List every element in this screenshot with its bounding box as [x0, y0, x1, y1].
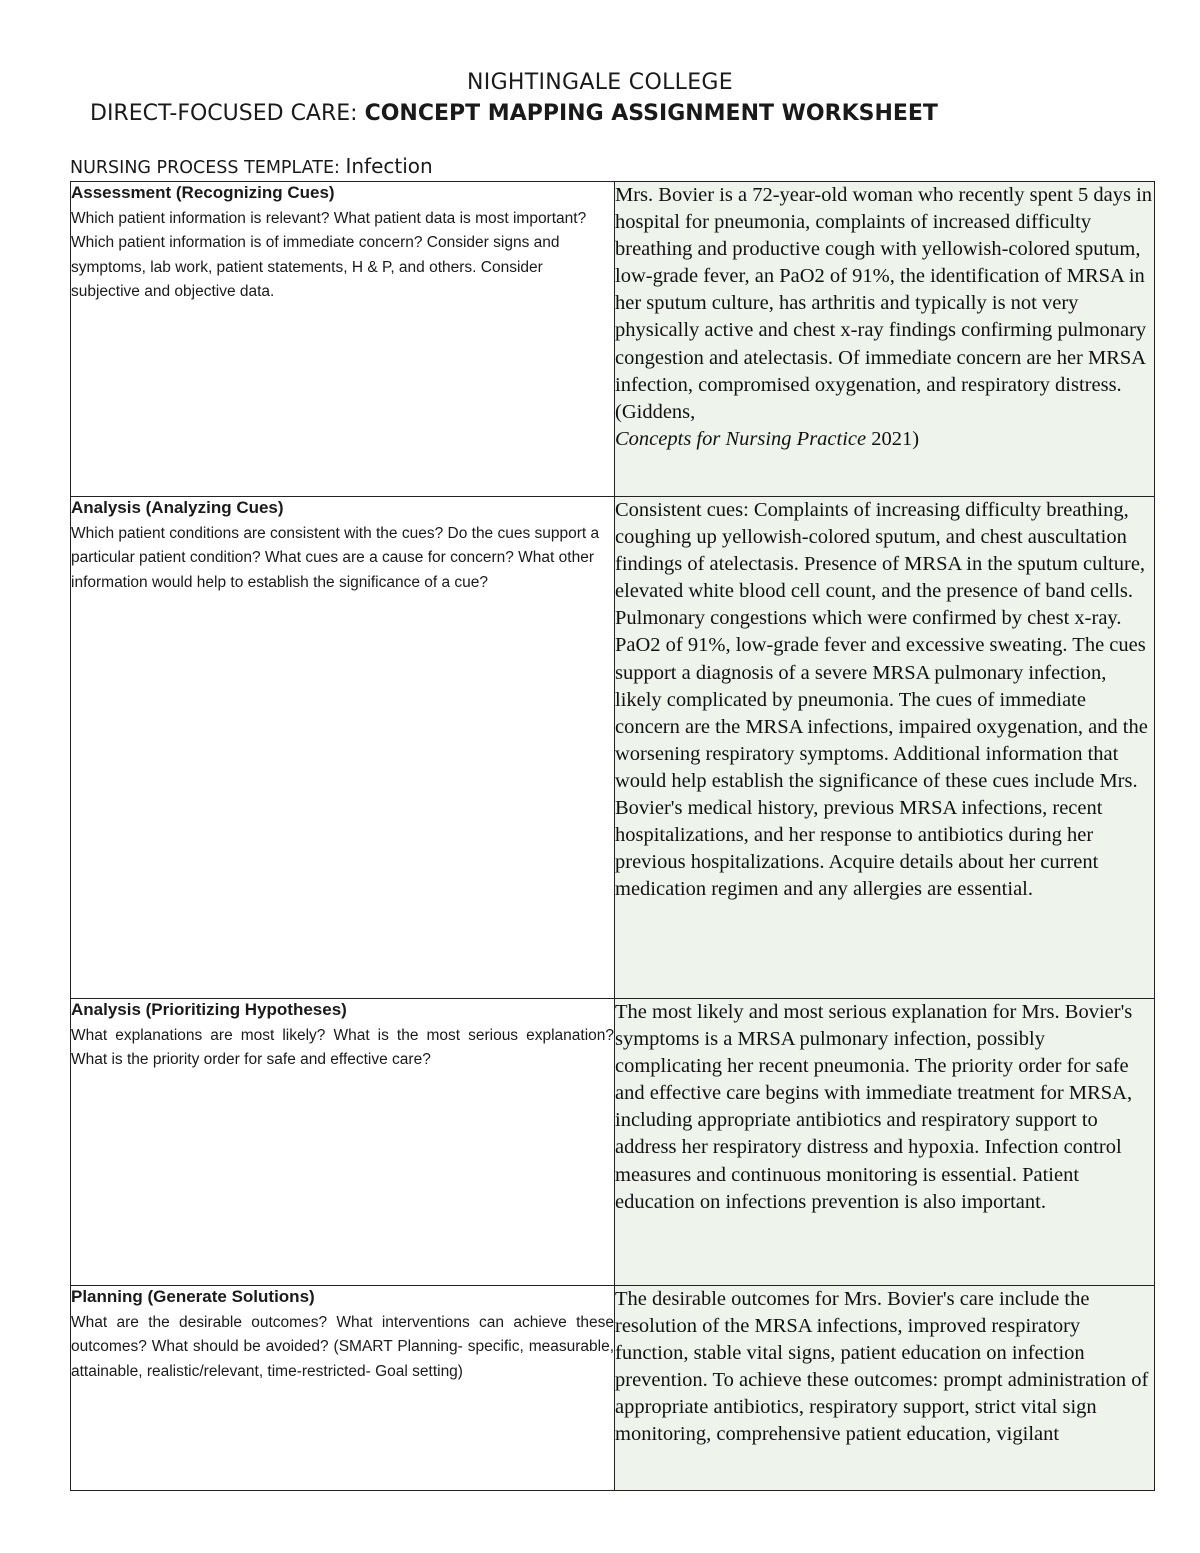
institution-title: NIGHTINGALE COLLEGE [467, 70, 733, 95]
section-heading: Planning (Generate Solutions) [71, 1287, 315, 1306]
answer-citation: Concepts for Nursing Practice [615, 427, 867, 450]
answer-text: Consistent cues: Complaints of increasing difficulty breathing, coughing up yellowish-colored sputum, and chest auscultation findings of atelectasis. Presence of MRSA in the sputum culture, elevated white blood cell count, and the presence of band cells. Pulmonary congestions which were confirmed by chest x-ray. PaO2 of 91%, low-grade fever and excessive sweating. The cues support a diagnosis of a severe MRSA pulmonary infection, likely complicated by pneumonia. The cues of immediate concern are the MRSA infections, impaired oxygenation, and the worsening respiratory symptoms. Additional information that would help establish the significance of these cues include Mrs. Bovier's medical history, previous MRSA infections, recent hospitalizations, and her response to antibiotics during her previous hospitalizations. Acquire details about her current medication regimen and any allergies are essential. [615, 499, 1148, 901]
section-heading: Analysis (Analyzing Cues) [71, 498, 284, 517]
worksheet-title [90, 101, 938, 126]
answer-body: Mrs. Bovier is a 72-year-old woman who recently spent 5 days in hospital for pneumonia, complaints of increased difficulty breathing and productive cough with yellowish-colored sputum, low-grade fever, an PaO2 of 91%, the identification of MRSA in her sputum culture, has arthritis and typically is not very physically active and chest x-ray findings confirming pulmonary congestion and atelectasis. Of immediate concern are her MRSA infection, compromised oxygenation, and respiratory distress. (Giddens, [615, 184, 1153, 423]
section-question: What are the desirable outcomes? What interventions can achieve these outcomes? What should be avoided? (SMART Planning- specific, measurable, attainable, realistic/relevant, time-restricted- Goal setting) [71, 1314, 614, 1380]
answer-text [615, 182, 1154, 453]
section-question: Which patient information is relevant? What patient data is most important? Which patient information is of immediate concern? Consider signs and symptoms, lab work, patient statements, H & P, and others. Consider subjective and objective data. [71, 210, 587, 300]
answer-cell[interactable] [615, 1286, 1155, 1491]
prompt-cell [71, 999, 615, 1286]
section-heading: Assessment (Recognizing Cues) [71, 183, 335, 202]
table-row-assessment [71, 182, 1155, 497]
template-label-line [70, 154, 433, 178]
prompt-cell [71, 182, 615, 497]
table-row-prioritizing [71, 999, 1155, 1286]
table-row-planning [71, 1286, 1155, 1491]
section-question: Which patient conditions are consistent with the cues? Do the cues support a particular patient condition? What cues are a cause for concern? What other information would help to establish the significance of a cue? [71, 525, 600, 591]
table-row-analyzing-cues [71, 497, 1155, 999]
section-heading: Analysis (Prioritizing Hypotheses) [71, 1000, 347, 1019]
answer-text: The most likely and most serious explanation for Mrs. Bovier's symptoms is a MRSA pulmonary infection, possibly complicating her recent pneumonia. The priority order for safe and effective care begins with immediate treatment for MRSA, including appropriate antibiotics and respiratory support to address her respiratory distress and hypoxia. Infection control measures and continuous monitoring is essential. Patient education on infections prevention is also important. [615, 1001, 1133, 1213]
nursing-process-table [70, 181, 1155, 1491]
template-topic: Infection [345, 154, 433, 178]
answer-cell[interactable] [615, 497, 1155, 999]
prompt-cell [71, 497, 615, 999]
course-title: CONCEPT MAPPING ASSIGNMENT WORKSHEET [364, 101, 938, 126]
course-prefix: DIRECT-FOCUSED CARE: [90, 101, 365, 126]
section-question: What explanations are most likely? What is the most serious explanation? What is the priority order for safe and effective care? [71, 1027, 614, 1069]
answer-cell[interactable] [615, 182, 1155, 497]
answer-tail: 2021) [866, 427, 920, 450]
prompt-cell [71, 1286, 615, 1491]
answer-cell[interactable] [615, 999, 1155, 1286]
answer-text: The desirable outcomes for Mrs. Bovier's care include the resolution of the MRSA infections, improved respiratory function, stable vital signs, patient education on infection prevention. To achieve these outcomes: prompt administration of appropriate antibiotics, respiratory support, strict vital sign monitoring, comprehensive patient education, vigilant [615, 1288, 1149, 1446]
template-label: NURSING PROCESS TEMPLATE: [70, 158, 346, 178]
